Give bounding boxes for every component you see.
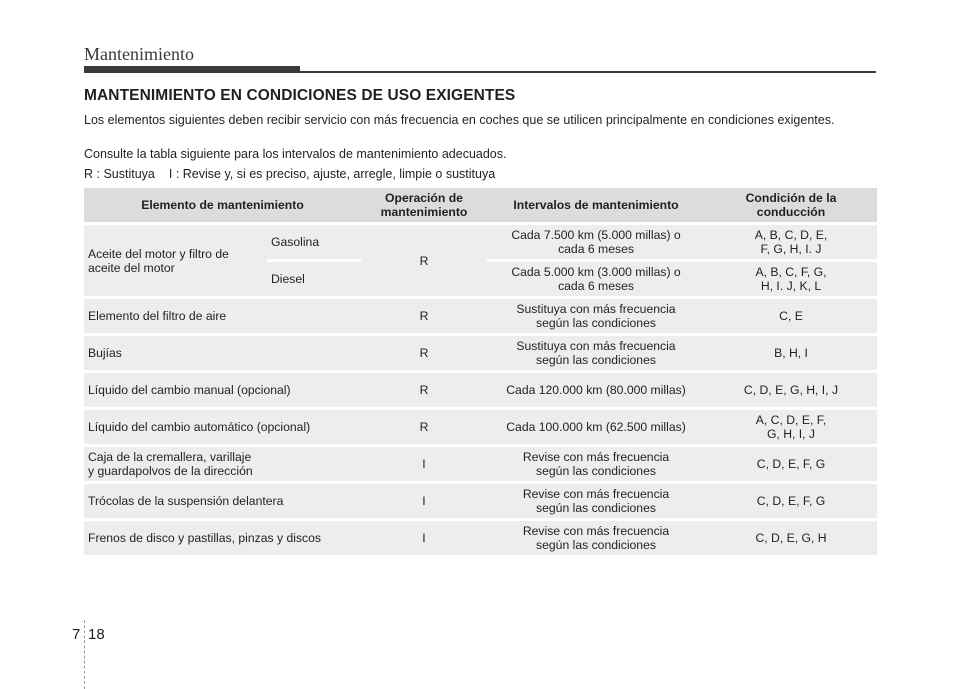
cell-element [84, 484, 361, 518]
cell-operation: I [361, 447, 487, 481]
header-element: Elemento de mantenimiento [84, 188, 361, 222]
header-bar-thick [84, 66, 300, 73]
table-row [84, 336, 877, 370]
condition-line1: C, D, E, G, H, I, J [743, 383, 839, 397]
element-line1: Aceite del motor y filtro de [88, 246, 229, 261]
page-section-number: 7 [72, 626, 81, 643]
cell-element [84, 373, 361, 407]
header-operation-line1: Operación de [385, 191, 463, 205]
interval-line1: Cada 5.000 km (3.000 millas) o [511, 265, 681, 279]
header-rule [300, 71, 876, 73]
legend [84, 167, 495, 181]
cell-operation: R [361, 225, 487, 296]
table-header-row [84, 188, 877, 222]
element-line1: Elemento del filtro de aire [88, 309, 227, 323]
interval-line1: Revise con más frecuencia [522, 524, 670, 538]
element-line1: Líquido del cambio automático (opcional) [88, 420, 311, 434]
page-header-title: Mantenimiento [84, 44, 194, 64]
cell-operation: R [361, 336, 487, 370]
cell-interval [487, 225, 705, 259]
header-condition [705, 188, 877, 222]
header-operation [361, 188, 487, 222]
interval-line1: Cada 100.000 km (62.500 millas) [506, 420, 686, 434]
cell-condition [705, 225, 877, 259]
cell-interval [487, 447, 705, 481]
cell-interval [487, 521, 705, 555]
element-line1: Frenos de disco y pastillas, pinzas y discos [88, 531, 322, 545]
element-line2: y guardapolvos de la dirección [88, 464, 253, 478]
element-line2: aceite del motor [88, 260, 175, 275]
cell-condition [705, 262, 877, 296]
cell-condition [705, 410, 877, 444]
element-line1: Líquido del cambio manual (opcional) [88, 383, 291, 397]
legend-i: I : Revise y, si es preciso, ajuste, arregle, limpie o sustituya [168, 167, 496, 181]
interval-line1: Sustituya con más frecuencia [516, 339, 676, 353]
interval-line2: cada 6 meses [558, 279, 634, 293]
table-row [84, 484, 877, 518]
cell-condition [705, 373, 877, 407]
table-row [84, 410, 877, 444]
cell-operation: R [361, 299, 487, 333]
condition-line1: C, D, E, F, G [756, 494, 826, 508]
cell-interval [487, 262, 705, 296]
cell-fuel-gasoline: Gasolina [267, 225, 361, 259]
element-line1: Bujías [88, 346, 122, 360]
table-row [84, 299, 877, 333]
cell-operation: I [361, 521, 487, 555]
header-intervals: Intervalos de mantenimiento [487, 188, 705, 222]
legend-r: R : Sustituya [84, 167, 155, 181]
cell-operation: R [361, 373, 487, 407]
cell-operation: I [361, 484, 487, 518]
intro-paragraph-2: Consulte la tabla siguiente para los intervalos de mantenimiento adecuados. [84, 147, 507, 161]
condition-line1: C, D, E, G, H [755, 531, 827, 545]
cell-condition [705, 447, 877, 481]
interval-line1: Revise con más frecuencia [522, 487, 670, 501]
condition-line1: A, C, D, E, F, [755, 413, 827, 427]
page-number-divider [84, 620, 85, 689]
cell-interval [487, 373, 705, 407]
header-condition-line2: conducción [756, 205, 826, 219]
cell-interval [487, 484, 705, 518]
page-number-value: 18 [88, 626, 105, 643]
cell-condition [705, 336, 877, 370]
interval-line1: Cada 7.500 km (5.000 millas) o [511, 228, 681, 242]
cell-element [84, 410, 361, 444]
condition-line2: F, G, H, I. J [760, 242, 822, 256]
header-operation-line2: mantenimiento [380, 205, 468, 219]
cell-condition [705, 299, 877, 333]
interval-line2: según las condiciones [536, 316, 656, 330]
cell-interval [487, 336, 705, 370]
element-line1: Caja de la cremallera, varillaje [88, 450, 252, 464]
maintenance-table [84, 185, 877, 558]
condition-line1: A, B, C, F, G, [755, 265, 827, 279]
header-condition-line1: Condición de la [745, 191, 837, 205]
cell-element [84, 336, 361, 370]
cell-condition [705, 521, 877, 555]
cell-operation: R [361, 410, 487, 444]
table-row [84, 521, 877, 555]
cell-interval [487, 299, 705, 333]
interval-line2: según las condiciones [536, 538, 656, 552]
interval-line2: cada 6 meses [558, 242, 634, 256]
cell-element [84, 521, 361, 555]
condition-line2: H, I. J, K, L [760, 279, 822, 293]
cell-element [84, 299, 361, 333]
interval-line2: según las condiciones [536, 501, 656, 515]
condition-line1: C, E [779, 309, 803, 323]
element-line1: Trócolas de la suspensión delantera [88, 494, 284, 508]
table-row [84, 447, 877, 481]
table-row [84, 373, 877, 407]
cell-element [84, 225, 267, 296]
interval-line2: según las condiciones [536, 464, 656, 478]
cell-interval [487, 410, 705, 444]
cell-condition [705, 484, 877, 518]
interval-line1: Cada 120.000 km (80.000 millas) [506, 383, 686, 397]
condition-line1: C, D, E, F, G [756, 457, 826, 471]
section-title: MANTENIMIENTO EN CONDICIONES DE USO EXIGENTES [84, 87, 516, 104]
condition-line1: A, B, C, D, E, [754, 228, 828, 242]
cell-fuel-diesel: Diesel [267, 262, 361, 296]
cell-element [84, 447, 361, 481]
condition-line2: G, H, I, J [766, 427, 816, 441]
interval-line2: según las condiciones [536, 353, 656, 367]
intro-paragraph: Los elementos siguientes deben recibir servicio con más frecuencia en coches que se utilicen principalmente en condiciones exigentes. [84, 113, 835, 127]
table-row [84, 225, 877, 259]
condition-line1: B, H, I [774, 346, 808, 360]
interval-line1: Sustituya con más frecuencia [516, 302, 676, 316]
interval-line1: Revise con más frecuencia [522, 450, 670, 464]
